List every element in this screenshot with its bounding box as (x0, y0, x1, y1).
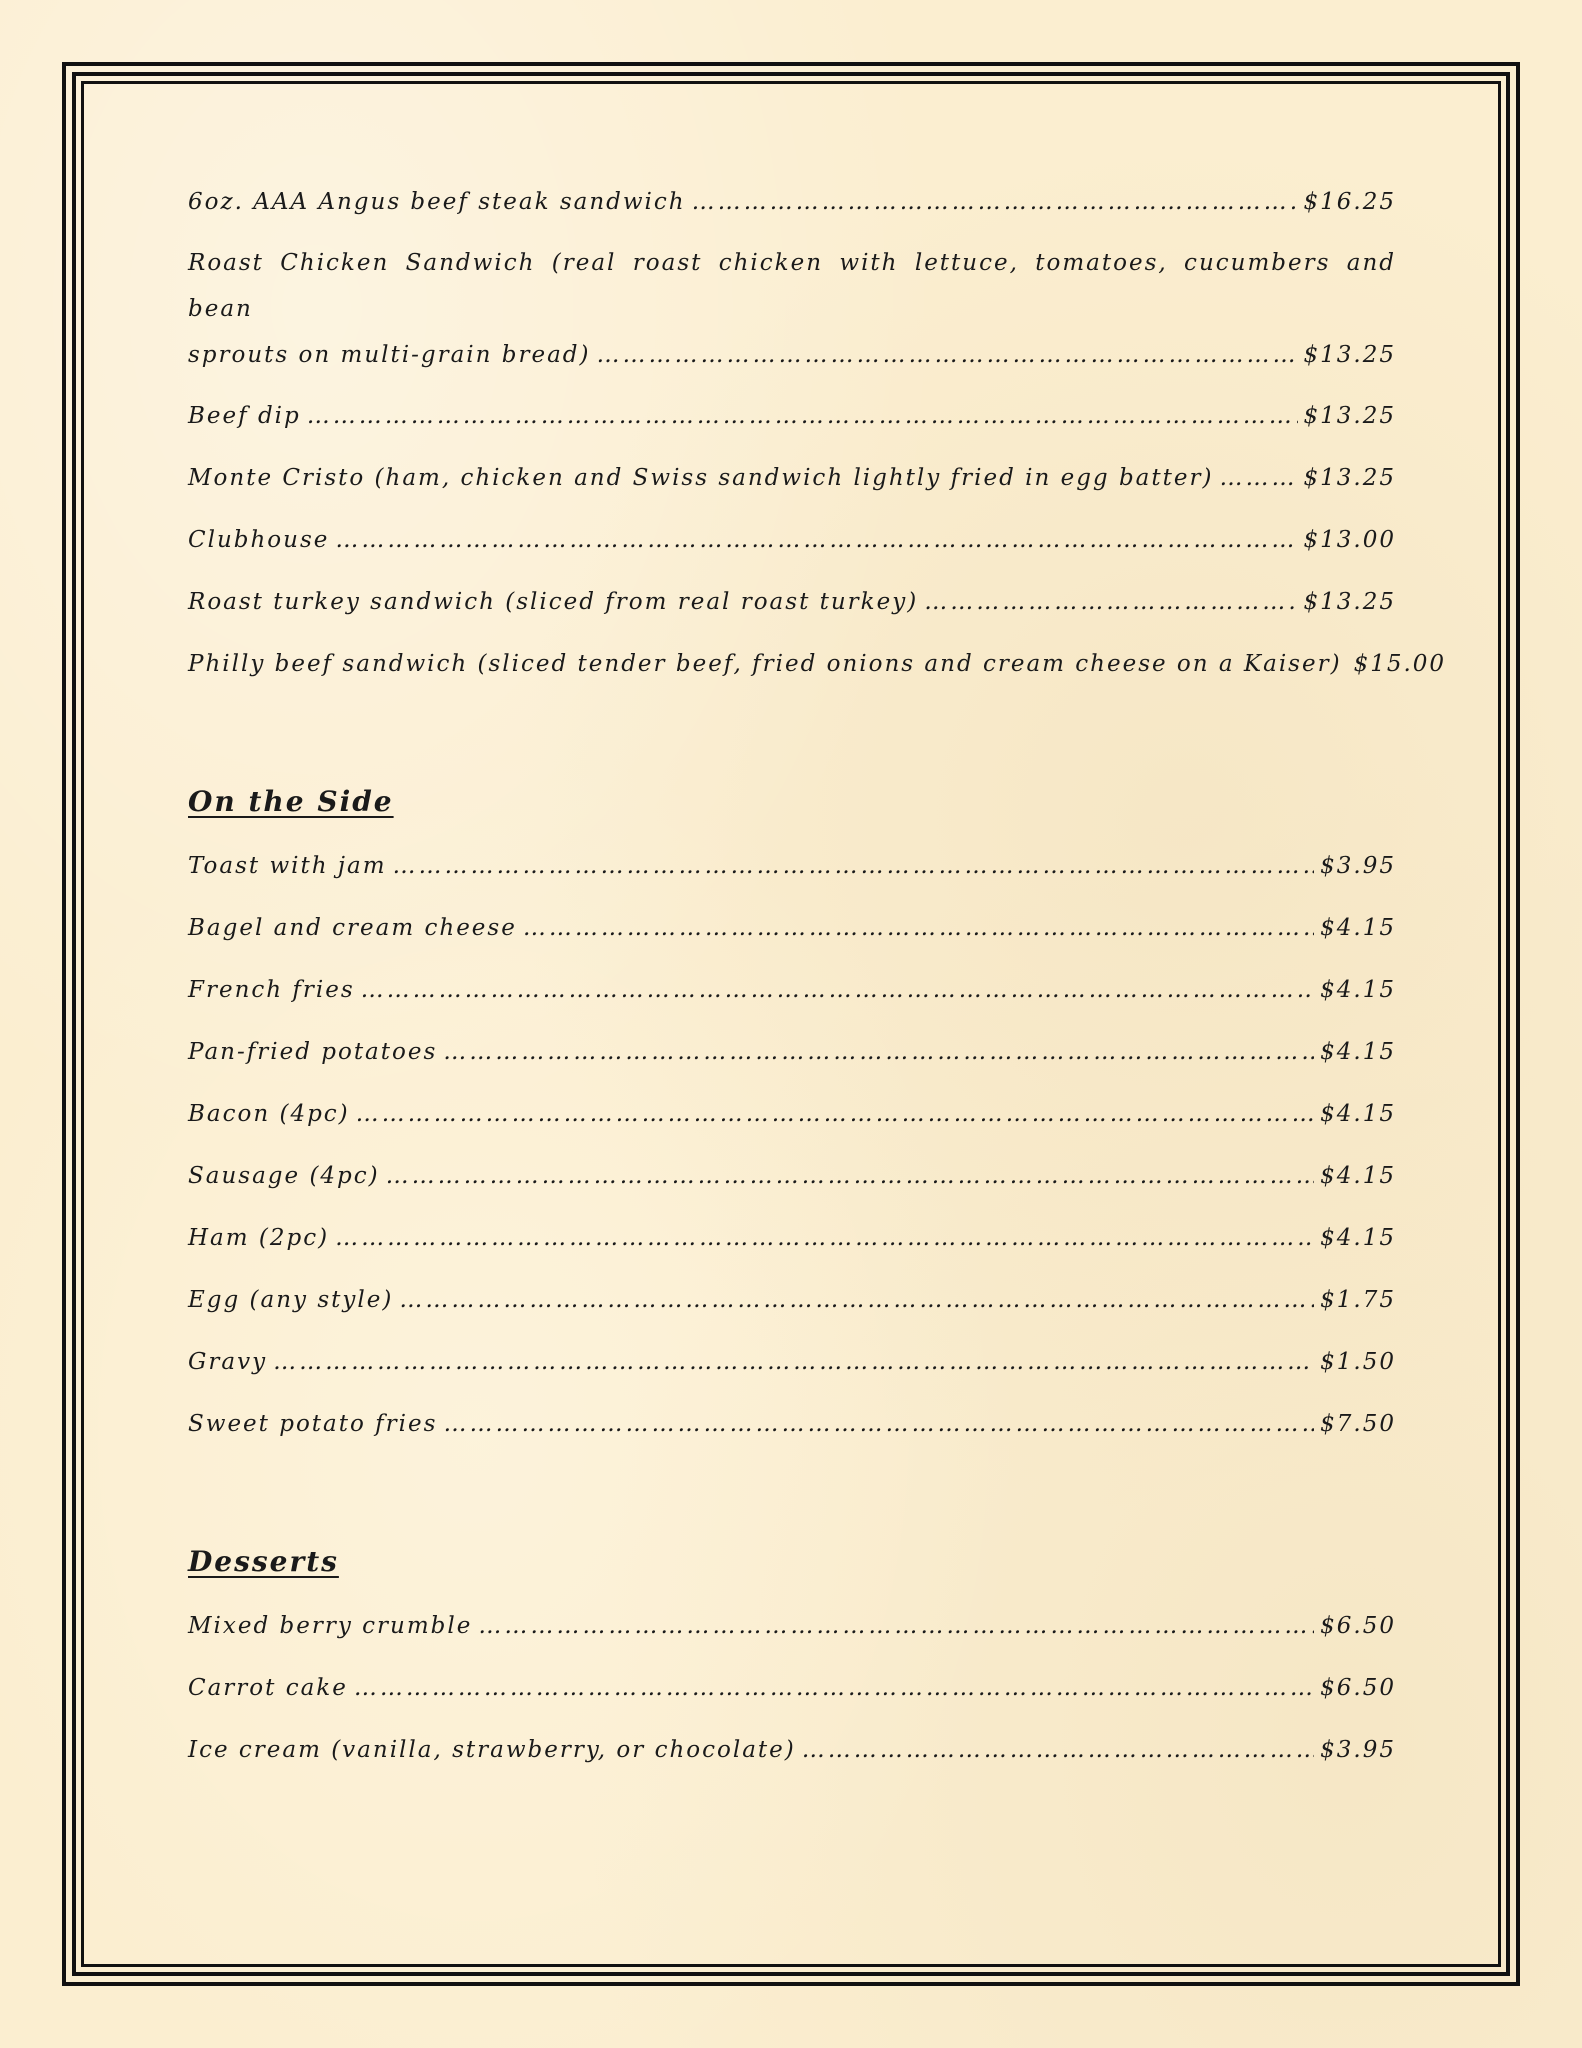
item-name: Bacon (4pc) (188, 1101, 350, 1127)
leader-dots (443, 1036, 1314, 1068)
item-name: 6oz. AAA Angus beef steak sandwich (188, 189, 686, 215)
section-spacer (188, 710, 1396, 784)
item-name: Sausage (4pc) (188, 1163, 380, 1189)
item-price: $6.50 (1320, 1675, 1396, 1701)
section-heading-desserts: Desserts (188, 1545, 339, 1578)
menu-item (188, 586, 1396, 618)
menu-item (188, 462, 1396, 494)
leader-dots (393, 850, 1315, 882)
item-price: $4.15 (1320, 1101, 1396, 1127)
leader-dots (273, 1346, 1314, 1378)
leader-dots (802, 1734, 1314, 1766)
menu-item (188, 1610, 1396, 1642)
leader-dots (924, 586, 1297, 618)
menu-item (188, 648, 1447, 680)
menu-item (188, 1346, 1396, 1378)
leader-dots (354, 1672, 1314, 1704)
item-price: $1.50 (1320, 1349, 1396, 1375)
leader-dots (478, 1610, 1314, 1642)
menu-item (188, 1222, 1396, 1254)
item-name: Beef dip (188, 403, 301, 429)
menu-item (188, 1160, 1396, 1192)
menu-item (188, 186, 1396, 218)
menu-item (188, 1734, 1396, 1766)
leader-dots (335, 524, 1297, 556)
leader-dots (443, 1408, 1314, 1440)
item-price: $4.15 (1320, 1163, 1396, 1189)
item-price: $4.15 (1320, 915, 1396, 941)
item-name: Pan-fried potatoes (188, 1039, 438, 1065)
leader-dots (692, 186, 1298, 218)
item-price: $1.75 (1320, 1287, 1396, 1313)
item-price: $13.25 (1303, 589, 1396, 615)
menu-item (188, 240, 1396, 378)
section-spacer (188, 1470, 1396, 1544)
menu-item (188, 974, 1396, 1006)
menu-item (188, 1098, 1396, 1130)
leader-dots (361, 974, 1314, 1006)
leader-dots (597, 332, 1298, 378)
item-price: $3.95 (1320, 853, 1396, 879)
item-name: Clubhouse (188, 527, 330, 553)
item-name: Gravy (188, 1349, 268, 1375)
item-price: $6.50 (1320, 1613, 1396, 1639)
item-name: Roast turkey sandwich (sliced from real roast turkey) (188, 589, 919, 615)
menu-item (188, 1284, 1396, 1316)
menu-item (188, 912, 1396, 944)
leader-dots (523, 912, 1314, 944)
item-price: $4.15 (1320, 1225, 1396, 1251)
menu-content (188, 186, 1447, 1796)
item-name: Mixed berry crumble (188, 1613, 473, 1639)
item-name: Philly beef sandwich (sliced tender beef, fried onions and cream cheese on a Kaiser) (188, 651, 1342, 677)
menu-item (188, 524, 1396, 556)
menu-item (188, 1408, 1396, 1440)
item-price: $7.50 (1320, 1411, 1396, 1437)
item-price: $3.95 (1320, 1737, 1396, 1763)
leader-dots (335, 1222, 1314, 1254)
leader-dots (386, 1160, 1315, 1192)
menu-item (188, 400, 1396, 432)
menu-item (188, 1672, 1396, 1704)
leader-dots (307, 400, 1298, 432)
item-price: $4.15 (1320, 1039, 1396, 1065)
item-price: $16.25 (1303, 189, 1396, 215)
item-price: $13.25 (1303, 342, 1396, 368)
leader-dots (356, 1098, 1314, 1130)
item-name: Ham (2pc) (188, 1225, 330, 1251)
item-name-continued: sprouts on multi-grain bread) (188, 342, 591, 368)
leader-dots (1219, 462, 1297, 494)
item-name: Ice cream (vanilla, strawberry, or chocolate) (188, 1737, 796, 1763)
item-price: $13.00 (1303, 527, 1396, 553)
item-name: French fries (188, 977, 355, 1003)
item-name: Carrot cake (188, 1675, 348, 1701)
menu-item (188, 850, 1396, 882)
item-name: Egg (any style) (188, 1287, 394, 1313)
item-price: $4.15 (1320, 977, 1396, 1003)
item-name: Bagel and cream cheese (188, 915, 517, 941)
item-price: $15.00 (1353, 651, 1447, 677)
item-price: $13.25 (1303, 403, 1396, 429)
item-name: Toast with jam (188, 853, 387, 879)
menu-item (188, 1036, 1396, 1068)
leader-dots (399, 1284, 1314, 1316)
item-name: Sweet potato fries (188, 1411, 438, 1437)
item-name: Roast Chicken Sandwich (real roast chicken with lettuce, tomatoes, cucumbers and bean (188, 250, 1396, 322)
item-name: Monte Cristo (ham, chicken and Swiss sandwich lightly fried in egg batter) (188, 465, 1214, 491)
item-price: $13.25 (1303, 465, 1396, 491)
section-heading-on-the-side: On the Side (188, 785, 394, 818)
